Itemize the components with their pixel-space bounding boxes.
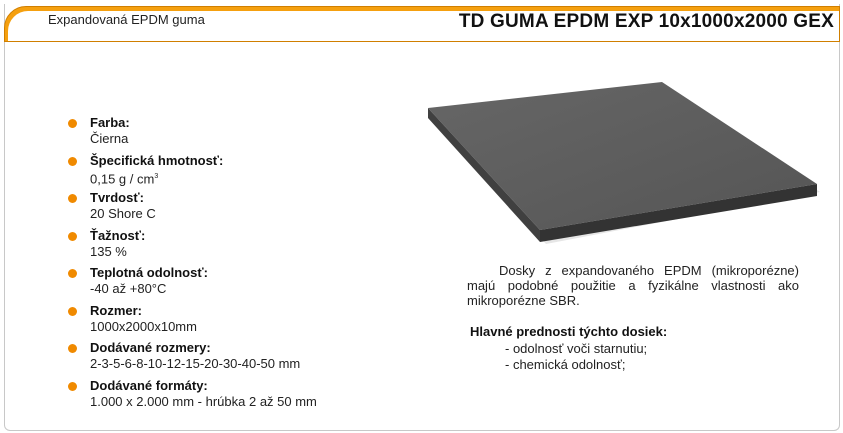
spec-value: 135 % <box>90 243 127 259</box>
spec-list <box>68 115 408 415</box>
bullet-icon <box>68 119 77 128</box>
advantages-title: Hlavné prednosti týchto dosiek: <box>470 324 668 339</box>
spec-label: Dodávané rozmery: <box>90 340 211 355</box>
bullet-icon <box>68 157 77 166</box>
spec-label: Teplotná odolnosť: <box>90 265 208 280</box>
spec-value: 1.000 x 2.000 mm - hrúbka 2 až 50 mm <box>90 393 317 409</box>
spec-value: 20 Shore C <box>90 206 156 221</box>
spec-item-density <box>68 153 408 191</box>
spec-label: Špecifická hmotnosť: <box>90 152 224 168</box>
spec-label: Rozmer: <box>90 302 143 318</box>
advantages-list <box>505 341 647 373</box>
spec-label: Farba: <box>90 115 130 130</box>
spec-item-temperature <box>68 265 408 303</box>
spec-item-available-sizes <box>68 340 408 378</box>
bullet-icon <box>68 382 77 391</box>
spec-value: Čierna <box>90 131 129 146</box>
advantage-item: - chemická odolnosť; <box>505 357 626 372</box>
bullet-icon <box>68 307 77 316</box>
spec-item-color <box>68 115 408 153</box>
bullet-icon <box>68 269 77 278</box>
spec-item-elongation <box>68 228 408 266</box>
spec-label: Ťažnosť: <box>90 227 146 243</box>
category-title: Expandovaná EPDM guma <box>48 12 205 27</box>
slab-top-surface <box>428 82 817 230</box>
spec-item-available-formats <box>68 378 408 416</box>
product-title: TD GUMA EPDM EXP 10x1000x2000 GEX <box>458 11 834 32</box>
spec-value: -40 až +80°C <box>90 281 167 296</box>
spec-value-wrap <box>90 168 408 187</box>
spec-value: 2-3-5-6-8-10-12-15-20-30-40-50 mm <box>90 356 301 371</box>
spec-label: Tvrdosť: <box>90 190 144 205</box>
spec-item-size <box>68 303 408 341</box>
product-description: Dosky z expandovaného EPDM (mikroporézne) majú podobné použitie a fyzikálne vlastnosti ako mikroporézne SBR. <box>467 263 799 308</box>
spec-value: 0,15 g / cm <box>90 170 155 186</box>
spec-item-hardness <box>68 190 408 228</box>
bullet-icon <box>68 194 77 203</box>
product-image <box>420 78 830 248</box>
bullet-icon <box>68 344 77 353</box>
advantage-item: - odolnosť voči starnutiu; <box>505 341 648 356</box>
spec-value: 1000x2000x10mm <box>90 318 197 334</box>
bullet-icon <box>68 232 77 241</box>
spec-label: Dodávané formáty: <box>90 377 208 393</box>
spec-value-superscript: 3 <box>154 172 159 180</box>
